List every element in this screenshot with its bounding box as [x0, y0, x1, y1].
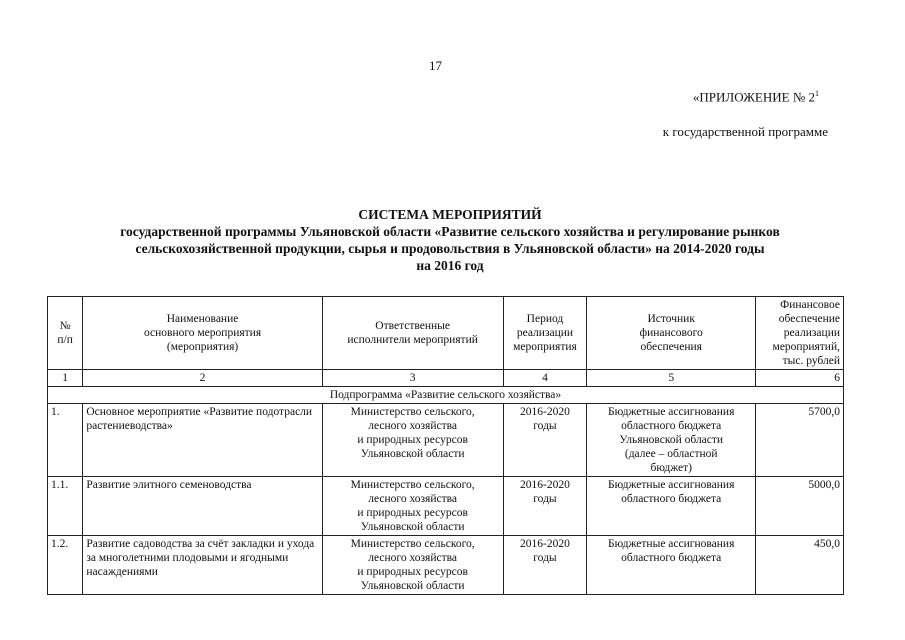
heading-line-4: на 2016 год: [416, 258, 484, 273]
table-header-row: [48, 297, 844, 370]
column-number-row: [48, 370, 844, 387]
row-source: Бюджетные ассигнования областного бюджета: [587, 536, 756, 595]
col-number: 5: [587, 370, 756, 387]
header-financing: Финансовое обеспечение реализации мероприятий, тыс. рублей: [756, 297, 844, 370]
appendix-title: [693, 89, 819, 105]
measures-table: [47, 296, 844, 595]
appendix-subtitle: к государственной программе: [662, 124, 828, 139]
page-number: 17: [429, 58, 442, 73]
row-exec: Министерство сельского, лесного хозяйства и природных ресурсов Ульяновской области: [322, 536, 503, 595]
row-num: 1.: [48, 404, 83, 477]
table-row: [48, 404, 844, 477]
row-num: 1.2.: [48, 536, 83, 595]
row-period: 2016-2020 годы: [503, 477, 587, 536]
header-exec: Ответственные исполнители мероприятий: [322, 297, 503, 370]
row-source: Бюджетные ассигнования областного бюджета Ульяновской области (далее – областной бюджет): [587, 404, 756, 477]
row-exec: Министерство сельского, лесного хозяйства и природных ресурсов Ульяновской области: [322, 477, 503, 536]
header-source: Источник финансового обеспечения: [587, 297, 756, 370]
row-financing: 5700,0: [756, 404, 844, 477]
col-number: 1: [48, 370, 83, 387]
row-name: Основное мероприятие «Развитие подотрасли растениеводства»: [83, 404, 322, 477]
row-exec: Министерство сельского, лесного хозяйства и природных ресурсов Ульяновской области: [322, 404, 503, 477]
row-financing: 5000,0: [756, 477, 844, 536]
col-number: 6: [756, 370, 844, 387]
table-row: [48, 477, 844, 536]
col-number: 2: [83, 370, 322, 387]
heading-line-1: СИСТЕМА МЕРОПРИЯТИЙ: [358, 207, 542, 222]
row-period: 2016-2020 годы: [503, 404, 587, 477]
row-name: Развитие элитного семеноводства: [83, 477, 322, 536]
subprogram-title: Подпрограмма «Развитие сельского хозяйства»: [48, 387, 844, 404]
document-heading: [60, 206, 840, 274]
subprogram-row: [48, 387, 844, 404]
row-financing: 450,0: [756, 536, 844, 595]
row-period: 2016-2020 годы: [503, 536, 587, 595]
row-num: 1.1.: [48, 477, 83, 536]
row-source: Бюджетные ассигнования областного бюджета: [587, 477, 756, 536]
heading-line-3: сельскохозяйственной продукции, сырья и продовольствия в Ульяновской области» на 2014-2020 годы: [135, 241, 765, 256]
col-number: 4: [503, 370, 587, 387]
appendix-superscript: 1: [815, 89, 819, 98]
header-num: № п/п: [48, 297, 83, 370]
appendix-title-text: «ПРИЛОЖЕНИЕ № 2: [692, 89, 815, 105]
heading-line-2: государственной программы Ульяновской области «Развитие сельского хозяйства и регулирование рынков: [120, 224, 780, 239]
table-row: [48, 536, 844, 595]
header-period: Период реализации мероприятия: [503, 297, 587, 370]
header-name: Наименование основного мероприятия (мероприятия): [83, 297, 322, 370]
col-number: 3: [322, 370, 503, 387]
row-name: Развитие садоводства за счёт закладки и ухода за многолетними плодовыми и ягодными насаждениями: [83, 536, 322, 595]
